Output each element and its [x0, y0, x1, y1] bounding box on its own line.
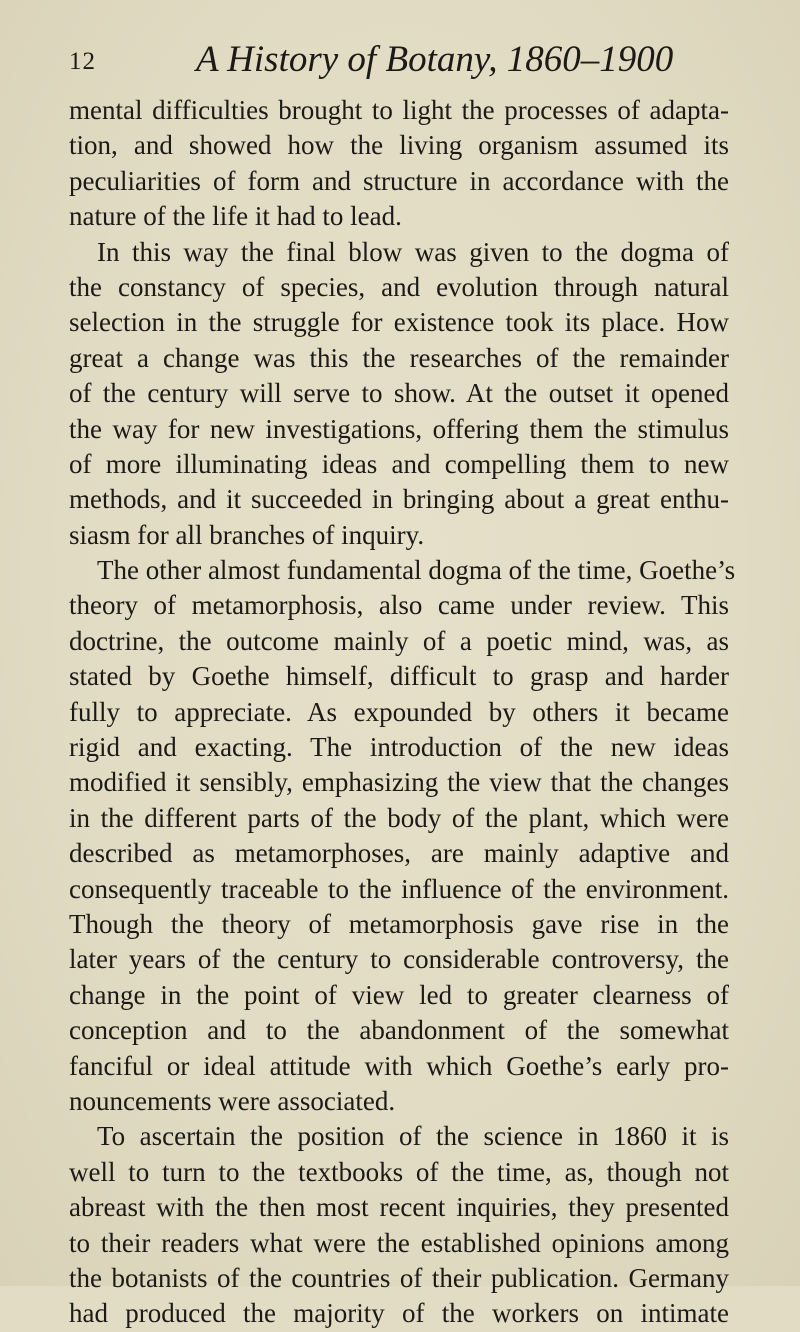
text-line: the botanists of the countries of their publication. Germany	[69, 1262, 729, 1293]
text-line: stated by Goethe himself, difficult to grasp and harder	[69, 661, 729, 692]
text-line: of the century will serve to show. At the outset it opened	[69, 378, 729, 409]
text-line: methods, and it succeeded in bringing about a great enthu-	[69, 484, 729, 515]
text-line: in the different parts of the body of the plant, which were	[69, 802, 729, 833]
text-line: nouncements were associated.	[69, 1085, 396, 1116]
running-head: A History of Botany, 1860–1900	[196, 39, 674, 80]
page-header	[69, 38, 729, 88]
text-line: Though the theory of metamorphosis gave rise in the	[69, 908, 729, 939]
text-line: theory of metamorphosis, also came under review. This	[69, 590, 729, 621]
text-line: modified it sensibly, emphasizing the view that the changes	[69, 767, 729, 798]
text-line: siasm for all branches of inquiry.	[69, 519, 425, 550]
page-number: 12	[69, 48, 96, 75]
text-line: tion, and showed how the living organism assumed its	[69, 130, 729, 161]
text-line: doctrine, the outcome mainly of a poetic mind, was, as	[69, 625, 729, 656]
text-line: abreast with the then most recent inquiries, they presented	[69, 1192, 729, 1223]
text-line: the constancy of species, and evolution through natural	[69, 271, 729, 302]
text-line: fanciful or ideal attitude with which Goethe’s early pro-	[69, 1050, 729, 1081]
text-line: described as metamorphoses, are mainly adaptive and	[69, 838, 729, 869]
text-line: had produced the majority of the workers on intimate	[69, 1298, 729, 1329]
text-line: of more illuminating ideas and compelling them to new	[69, 448, 729, 479]
text-line: to their readers what were the established opinions among	[69, 1227, 729, 1258]
text-line: nature of the life it had to lead.	[69, 201, 402, 232]
text-line: consequently traceable to the influence of the environment.	[69, 873, 729, 904]
text-line: the way for new investigations, offering them the stimulus	[69, 413, 729, 444]
text-line: mental difficulties brought to light the processes of adapta-	[69, 95, 729, 125]
text-line: To ascertain the position of the science in 1860 it is	[97, 1121, 729, 1152]
text-line: rigid and exacting. The introduction of the new ideas	[69, 732, 729, 763]
text-line: The other almost fundamental dogma of the time, Goethe’s	[97, 555, 736, 586]
text-line: peculiarities of form and structure in accordance with the	[69, 165, 729, 196]
text-line: fully to appreciate. As expounded by others it became	[69, 696, 729, 727]
text-line: well to turn to the textbooks of the time, as, though not	[69, 1156, 729, 1187]
text-line: later years of the century to considerable controversy, the	[69, 944, 729, 975]
text-line: great a change was this the researches of the remainder	[69, 342, 729, 373]
text-line: selection in the struggle for existence took its place. How	[69, 307, 729, 338]
text-line: In this way the final blow was given to the dogma of	[97, 236, 729, 267]
body-text	[69, 93, 736, 1332]
text-line: change in the point of view led to greater clearness of	[69, 979, 729, 1010]
text-line: conception and to the abandonment of the somewhat	[69, 1015, 729, 1046]
